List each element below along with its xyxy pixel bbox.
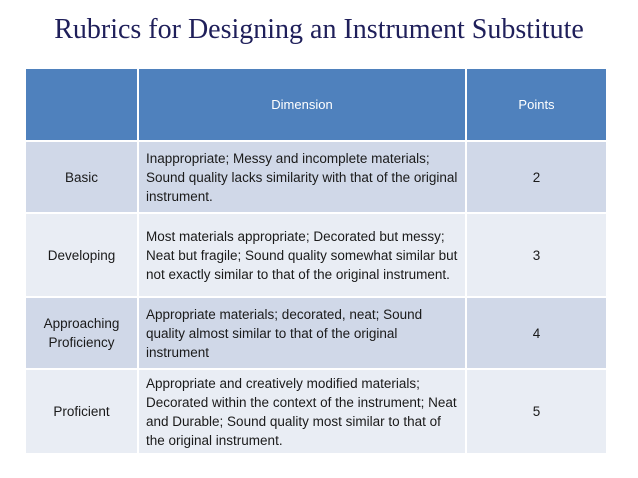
header-level	[26, 69, 138, 141]
table-row	[26, 369, 606, 453]
dimension-cell: Most materials appropriate; Decorated but messy; Neat but fragile; Sound quality somewhat similar but not exactly similar to that of the original instrument.	[138, 213, 466, 297]
points-cell: 2	[466, 141, 606, 213]
level-cell: Developing	[26, 213, 138, 297]
dimension-cell: Appropriate materials; decorated, neat; Sound quality almost similar to that of the original instrument	[138, 297, 466, 369]
dimension-cell: Inappropriate; Messy and incomplete materials; Sound quality lacks similarity with that of the original instrument.	[138, 141, 466, 213]
dimension-cell: Appropriate and creatively modified materials; Decorated within the context of the instrument; Neat and Durable; Sound quality most similar to that of the original instrument.	[138, 369, 466, 453]
points-cell: 4	[466, 297, 606, 369]
table-header-row	[26, 69, 606, 141]
points-cell: 3	[466, 213, 606, 297]
level-cell: Proficient	[26, 369, 138, 453]
points-cell: 5	[466, 369, 606, 453]
table-row	[26, 141, 606, 213]
header-points: Points	[466, 69, 606, 141]
level-cell: Basic	[26, 141, 138, 213]
table-row	[26, 297, 606, 369]
header-dimension: Dimension	[138, 69, 466, 141]
table-row	[26, 213, 606, 297]
level-cell: Approaching Proficiency	[26, 297, 138, 369]
page-title: Rubrics for Designing an Instrument Substitute	[54, 14, 584, 45]
rubric-table	[26, 69, 606, 453]
